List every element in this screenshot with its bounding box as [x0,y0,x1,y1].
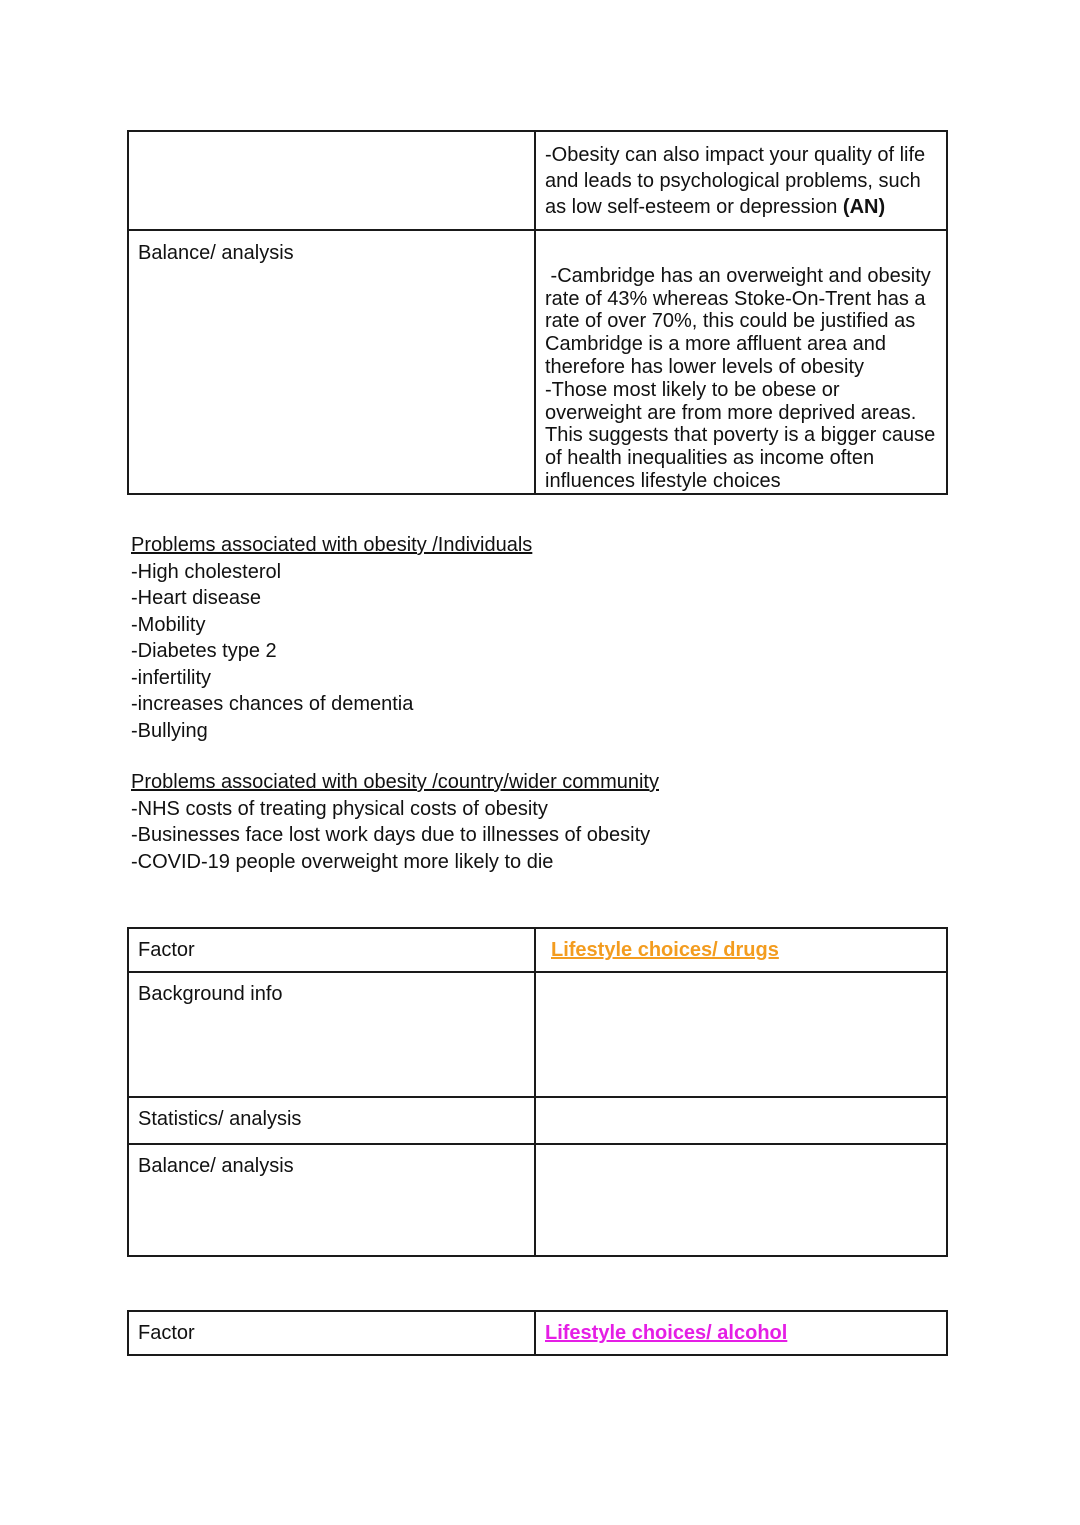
row-label [129,132,534,142]
list-item: -Mobility [131,613,206,636]
row-label: Balance/ analysis [138,1155,294,1177]
alcohol-factor-table [127,1310,948,1356]
content-line: therefore has lower levels of obesity [545,355,865,378]
content-line: This suggests that poverty is a bigger cause [545,424,936,447]
row-label-cell [128,972,535,1097]
row-content [536,929,946,962]
content-line: -Obesity can also impact your quality of life [545,144,926,166]
factor-value: Lifestyle choices/ alcohol [545,1322,788,1344]
problems-individuals-section [131,532,532,744]
factor-value-cell [535,1311,947,1355]
row-content-cell [535,1144,947,1256]
row-label: Background info [138,983,283,1005]
factor-value: Lifestyle choices/ drugs [551,939,779,961]
section-heading: Problems associated with obesity /Individuals [131,534,533,556]
analysis-tag: (AN) [842,196,886,218]
table-row [128,1097,947,1144]
row-content [536,132,946,220]
content-line: influences lifestyle choices [545,469,781,492]
row-label: Factor [138,939,195,961]
table-row [128,972,947,1097]
content-line: rate of 43% whereas Stoke-On-Trent has a [545,287,926,310]
table-row [128,131,947,230]
table-row [128,1144,947,1256]
content-line: as low self-esteem or depression [545,196,843,218]
table-row [128,1311,947,1355]
row-label-cell [128,928,535,972]
row-label: Statistics/ analysis [138,1108,302,1130]
row-content [536,1145,946,1155]
content-line: -Cambridge has an overweight and obesity [545,264,931,287]
list-item: -infertility [131,666,212,689]
list-item: -COVID-19 people overweight more likely to die [131,850,554,873]
row-content-cell [535,131,947,230]
row-content [536,1098,946,1108]
content-line: -Those most likely to be obese or [545,378,840,401]
table-row [128,928,947,972]
content-line: Cambridge is a more affluent area and [545,333,886,356]
drugs-factor-table [127,927,948,1257]
obesity-factor-table-continued [127,130,948,495]
row-label-cell [128,1097,535,1144]
content-line: and leads to psychological problems, such [545,170,921,192]
list-item: -Heart disease [131,587,262,609]
row-label-cell [128,1311,535,1355]
row-content-cell [535,972,947,1097]
list-item: -increases chances of dementia [131,693,414,715]
content-line: overweight are from more deprived areas. [545,401,917,424]
row-label: Balance/ analysis [138,242,294,264]
list-item: -Businesses face lost work days due to illnesses of obesity [131,824,651,846]
row-content [536,231,946,493]
list-item: -Bullying [131,719,208,742]
row-content-cell [535,230,947,494]
table-row [128,230,947,494]
factor-value-cell [535,928,947,972]
row-label: Factor [138,1322,195,1344]
list-item: -Diabetes type 2 [131,640,277,662]
row-content-cell [535,1097,947,1144]
problems-country-section [131,769,659,875]
section-heading: Problems associated with obesity /country/wider community [131,771,659,793]
content-line: of health inequalities as income often [545,447,875,470]
row-content [536,1312,946,1345]
list-item: -NHS costs of treating physical costs of obesity [131,797,548,820]
row-label-cell [128,131,535,230]
list-item: -High cholesterol [131,560,282,583]
row-content [536,973,946,983]
row-label-cell [128,230,535,494]
row-label-cell [128,1144,535,1256]
content-line: rate of over 70%, this could be justified as [545,310,916,333]
